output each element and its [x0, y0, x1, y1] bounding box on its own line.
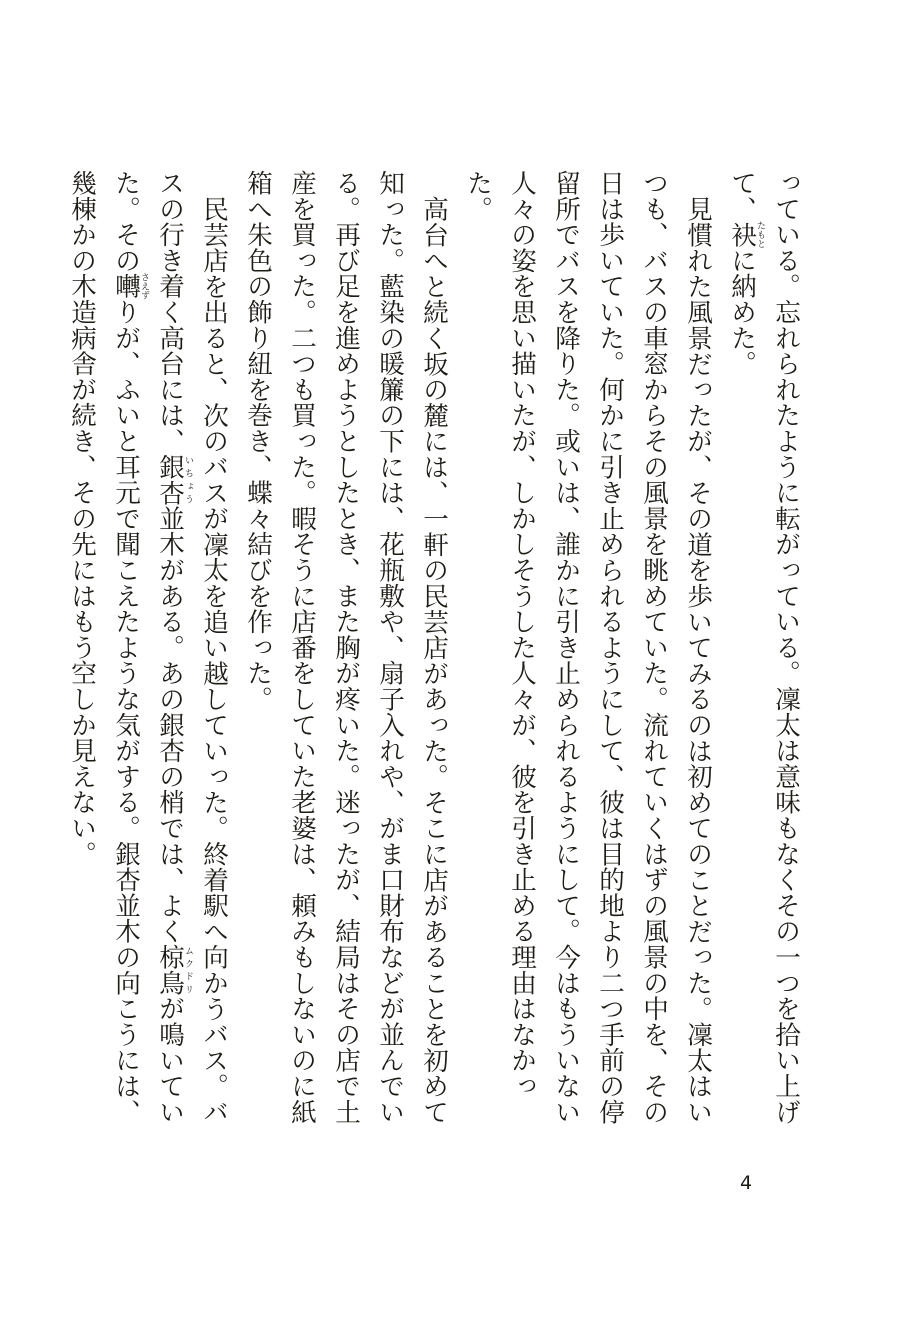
ruby-annotation: [155, 944, 193, 996]
ruby-base: 袂: [727, 221, 757, 249]
body-text: [67, 170, 808, 1130]
text-run: 高台へと続く坂の麓には、一軒の民芸店があった。そこに店があることを初めて知った。藍染の暖簾の下には、花瓶敷や、扇子入れや、がま口財布などが並んでいる。再び足を進めようとしたとき、また胸が疼いた。迷ったが、結局はその店で土産を買った。二つも買った。暇そうに店番をしていた老婆は、頼みもしないのに紙箱へ朱色の飾り紐を巻き、蝶々結びを作った。: [243, 170, 449, 1125]
text-run: 並木がある。あの銀杏の梢では、よく: [155, 505, 185, 945]
ruby-reading: さえず: [139, 272, 149, 300]
ruby-base: 椋鳥: [155, 944, 185, 996]
text-run: りが、ふいと耳元で聞こえたような気がする。銀杏並木の向こうには、幾棟かの木造病舎が続き、その先にはもう空しか見えない。: [67, 170, 141, 1125]
ruby-reading: たもと: [755, 221, 765, 249]
ruby-base: 銀杏: [155, 453, 185, 506]
ruby-annotation: [727, 221, 765, 249]
paragraph: [60, 170, 236, 1130]
paragraph: [456, 170, 720, 1130]
ruby-reading: いちょう: [183, 453, 193, 506]
ruby-reading: ムクドリ: [183, 944, 193, 996]
text-run: 見慣れた風景だったが、その道を歩いてみるのは初めてのことだった。凜太はいつも、バスの車窓からその風景を眺めていた。流れていくはずの風景の中を、その日は歩いていた。何かに引き止められるようにして、彼は目的地より二つ手前の停留所でバスを降りた。或いは、誰かに引き止められるようにして。今はもういない人々の姿を思い描いたが、しかしそうした人々が、彼を引き止める理由はなかった。: [463, 170, 713, 1125]
ruby-annotation: [111, 272, 149, 300]
paragraph: [236, 170, 456, 1130]
ruby-annotation: [155, 453, 193, 506]
ruby-base: 囀: [111, 272, 141, 300]
text-run: に納めた。: [727, 247, 757, 377]
page-number: 4: [740, 1172, 753, 1194]
text-run: っている。忘れられたように転がっている。凜太は意味もなくその一つを拾い上げて、: [727, 170, 801, 1125]
text-run: が鳴いていた。その: [111, 170, 185, 1125]
text-run: 民芸店を出ると、次のバスが凜太を追い越していった。終着駅へ向かうバス。バスの行き着く高台には、: [155, 170, 229, 1125]
paragraph: [720, 170, 808, 1130]
